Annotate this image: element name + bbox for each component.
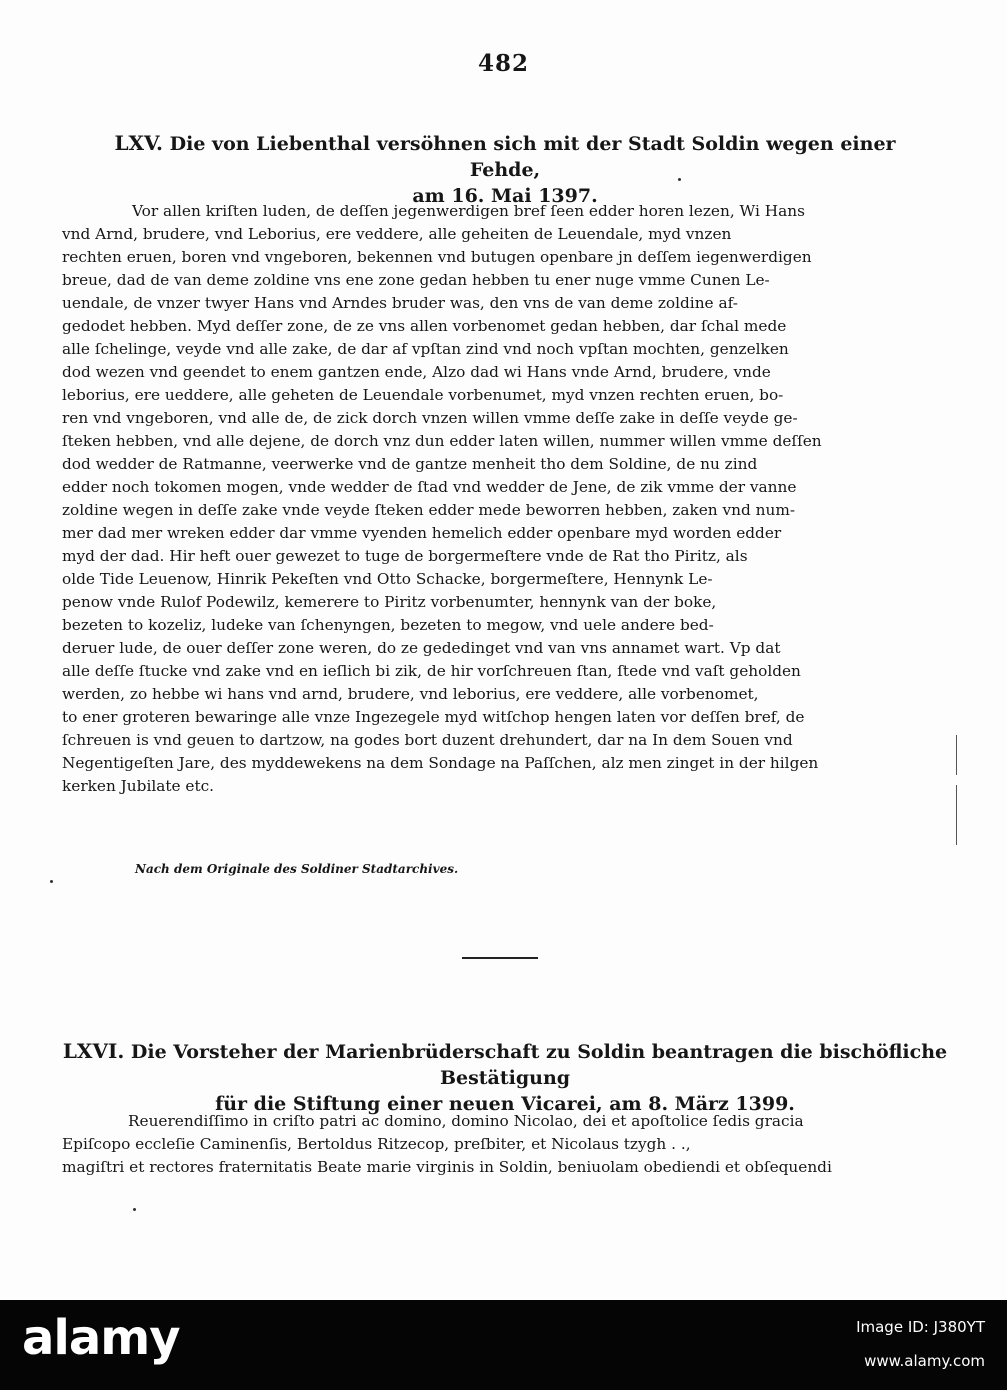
heading-title-line2: am 16. Mai 1397. bbox=[412, 185, 598, 207]
body-line: Epiſcopo eccleſie Caminenſis, Bertoldus Ritzecop, preſbiter, et Nicolaus tzygh . ., bbox=[62, 1135, 691, 1153]
image-id: Image ID: J380YT bbox=[856, 1318, 985, 1336]
body-line: zoldine wegen in deſſe zake vnde veyde ſteken edder mede beworren hebben, zaken vnd num- bbox=[62, 501, 796, 519]
scan-margin-mark bbox=[956, 785, 957, 845]
page-number: 482 bbox=[477, 50, 529, 77]
source-note: Nach dem Originale des Soldiner Stadtarchives. bbox=[135, 862, 459, 876]
body-line: Vor allen kriſten luden, de deſſen jegenwerdigen bref ſeen edder horen lezen, Wi Hans bbox=[132, 202, 805, 220]
section-divider bbox=[462, 957, 538, 959]
body-line: dod wedder de Ratmanne, veerwerke vnd de gantze menheit tho dem Soldine, de nu zind bbox=[62, 455, 758, 473]
body-line: ren vnd vngeboren, vnd alle de, de zick dorch vnzen willen vmme deſſe zake in deſſe veyde ge- bbox=[62, 409, 798, 427]
body-line: magiſtri et rectores fraternitatis Beate marie virginis in Soldin, beniuolam obediendi et obſequendi bbox=[62, 1158, 832, 1176]
document-heading-lxv bbox=[105, 130, 905, 209]
alamy-logo: alamy bbox=[22, 1310, 180, 1366]
body-line: Negentigeſten Jare, des myddewekens na dem Sondage na Paſſchen, alz men zinget in der hilgen bbox=[62, 754, 819, 772]
body-line: Reuerendiſſimo in criſto patri ac domino, domino Nicolao, dei et apoſtolice ſedis gracia bbox=[128, 1112, 804, 1130]
body-line: uendale, de vnzer twyer Hans vnd Arndes bruder was, den vns de van deme zoldine af- bbox=[62, 294, 738, 312]
body-line: breue, dad de van deme zoldine vns ene zone gedan hebben tu ener nuge vmme Cunen Le- bbox=[62, 271, 770, 289]
body-line: alle deſſe ſtucke vnd zake vnd en ieſlich bi zik, de hir vorſchreuen ſtan, ſtede vnd vaſt geholden bbox=[62, 662, 801, 680]
body-line: leborius, ere ueddere, alle geheten de Leuendale vorbenumet, myd vnzen rechten eruen, bo- bbox=[62, 386, 784, 404]
scan-speck bbox=[133, 1208, 136, 1211]
body-line: deruer lude, de ouer deſſer zone weren, do ze gededinget vnd van vns annamet wart. Vp dat bbox=[62, 639, 781, 657]
body-line: bezeten to kozeliz, ludeke van ſchenyngen, bezeten to megow, vnd uele andere bed- bbox=[62, 616, 714, 634]
heading-number: LXVI. bbox=[62, 1039, 125, 1063]
scan-speck bbox=[678, 178, 681, 181]
body-line: penow vnde Rulof Podewilz, kemerere to Piritz vorbenumter, hennynk van der boke, bbox=[62, 593, 717, 611]
body-line: olde Tide Leuenow, Hinrik Pekeſten vnd Otto Schacke, borgermeſtere, Hennynk Le- bbox=[62, 570, 713, 588]
scan-speck bbox=[50, 880, 53, 883]
body-line: werden, zo hebbe wi hans vnd arnd, brudere, vnd leborius, ere veddere, alle vorbenomet, bbox=[62, 685, 759, 703]
site-url: www.alamy.com bbox=[864, 1352, 985, 1370]
heading-title-line1: Die von Liebenthal versöhnen sich mit der Stadt Soldin wegen einer Fehde, bbox=[169, 133, 896, 181]
heading-title-line1: Die Vorsteher der Marienbrüderschaft zu Soldin beantragen die bischöfliche Bestätigung bbox=[130, 1041, 948, 1089]
body-line: to ener groteren bewaringe alle vnze Ingezegele myd witſchop hengen laten vor deſſen bref, de bbox=[62, 708, 805, 726]
body-line: rechten eruen, boren vnd vngeboren, bekennen vnd butugen openbare jn deſſem iegenwerdigen bbox=[62, 248, 812, 266]
heading-title-line2: für die Stiftung einer neuen Vicarei, am 8. März 1399. bbox=[215, 1093, 795, 1115]
body-line: kerken Jubilate etc. bbox=[62, 777, 215, 795]
body-line: ſteken hebben, vnd alle dejene, de dorch vnz dun edder laten willen, nummer willen vmme deſſen bbox=[62, 432, 822, 450]
body-line: ſchreuen is vnd geuen to dartzow, na godes bort duzent drehundert, dar na In dem Souen vnd bbox=[62, 731, 793, 749]
heading-number: LXV. bbox=[114, 131, 164, 155]
body-line: gedodet hebben. Myd deſſer zone, de ze vns allen vorbenomet gedan hebben, dar ſchal mede bbox=[62, 317, 787, 335]
body-line: mer dad mer wreken edder dar vmme vyenden hemelich edder openbare myd worden edder bbox=[62, 524, 782, 542]
body-line: myd der dad. Hir heft ouer gewezet to tuge de borgermeſtere vnde de Rat tho Piritz, als bbox=[62, 547, 748, 565]
body-line: dod wezen vnd geendet to enem gantzen ende, Alzo dad wi Hans vnde Arnd, brudere, vnde bbox=[62, 363, 771, 381]
scan-margin-mark bbox=[956, 735, 957, 775]
body-line: vnd Arnd, brudere, vnd Leborius, ere veddere, alle geheiten de Leuendale, myd vnzen bbox=[62, 225, 732, 243]
body-line: alle ſchelinge, veyde vnd alle zake, de dar af vpſtan zind vnd noch vpſtan mochten, genzelken bbox=[62, 340, 789, 358]
body-line: edder noch tokomen mogen, vnde wedder de ſtad vnd wedder de Jene, de zik vmme der vanne bbox=[62, 478, 797, 496]
document-heading-lxvi bbox=[50, 1038, 960, 1117]
watermark-bar bbox=[0, 1300, 1007, 1390]
